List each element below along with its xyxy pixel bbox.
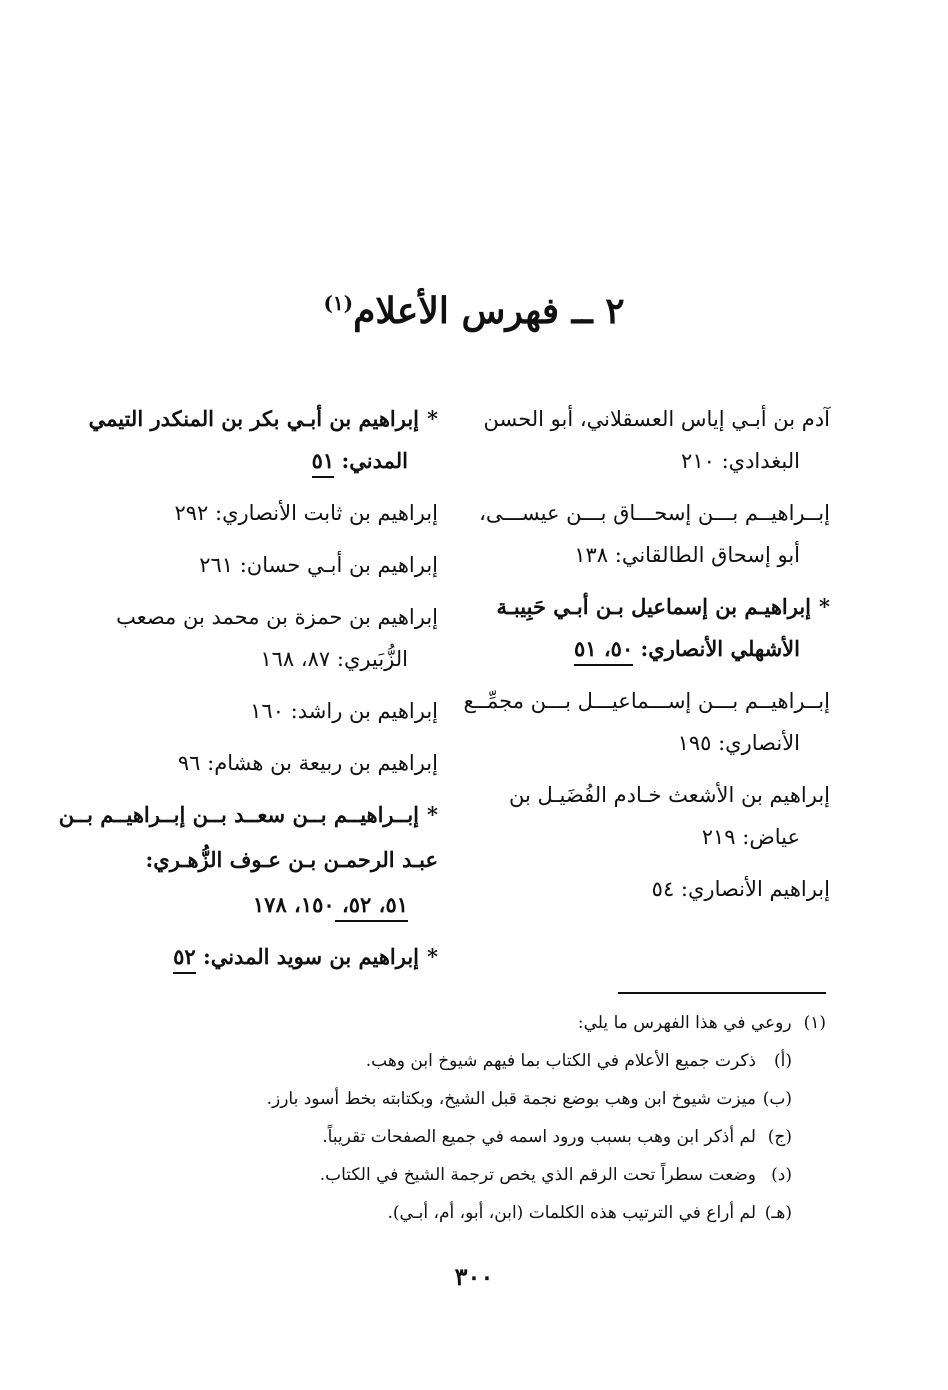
index-entry: [68, 492, 438, 534]
entry-name: إبراهيم بن راشد: ١٦٠: [250, 699, 438, 723]
entry-continuation: الزُّبَيري: ٨٧، ١٦٨: [260, 647, 408, 671]
index-entry-sheikh: [58, 794, 438, 926]
page-ref-underlined: ٥٢: [173, 944, 196, 974]
index-entry-sheikh: [460, 586, 830, 670]
page-ref: ٩٦: [177, 751, 201, 775]
entry-continuation: عياض: ٢١٩: [701, 825, 800, 849]
entry-refs: [68, 884, 438, 926]
page-ref: ١٣٨: [574, 543, 609, 567]
entry-name: إبــراهيــم بـــن إسحـــاق بـــن عيســـى،: [479, 501, 830, 525]
page-number: ٣٠٠: [454, 1262, 494, 1291]
entry-name: إبراهيم بن ثابت الأنصاري: ٢٩٢: [174, 501, 438, 525]
entry-continuation: المدني: ٥١: [68, 440, 438, 482]
page-ref: ١٥٠، ١٧٨: [252, 892, 335, 917]
footnote-item: (أ)ذكرت جميع الأعلام في الكتاب بما فيهم شيوخ ابن وهب.: [365, 1051, 792, 1071]
entry-name: إبراهيم بن حمزة بن محمد بن مصعب: [116, 605, 438, 629]
index-entry: [460, 868, 830, 910]
page-ref-underlined: ٥١، ٥٢،: [335, 892, 408, 922]
footnote-number: (١): [803, 1013, 826, 1033]
index-entry: [460, 774, 830, 858]
index-entry: [68, 742, 438, 784]
index-entry: [68, 690, 438, 732]
footnotes: [126, 1004, 826, 1232]
page-ref: ١٦٠: [250, 699, 284, 723]
entry-name: *إبراهيم بن سويد المدني: ٥٢: [68, 936, 438, 978]
page-title: [0, 286, 948, 336]
entry-name: *إبراهيم بن أبـي بكر بن المنكدر التيمي: [88, 406, 438, 431]
entry-name: *إبــراهيــم بــن سعــد بــن إبــراهيــم بــن: [58, 802, 438, 827]
entry-name: إبراهيم الأنصاري: ٥٤: [651, 877, 830, 901]
index-entry-sheikh: [68, 936, 438, 978]
footnote-item: (هـ)لم أراع في الترتيب هذه الكلمات (ابن، أبو، أم، أبـي).: [387, 1203, 792, 1223]
index-entry-sheikh: [68, 398, 438, 482]
star-marker-icon: *: [427, 944, 438, 969]
star-marker-icon: *: [819, 594, 830, 619]
page-ref: ٢١٩: [701, 825, 736, 849]
title-footnote-ref: (١): [323, 291, 354, 315]
entry-name: إبراهيم بن ربيعة بن هشام: ٩٦: [177, 751, 438, 775]
entry-name: إبراهيم بن أبـي حسان: ٢٦١: [199, 553, 438, 577]
index-entry: [460, 492, 830, 576]
index-entry: [68, 544, 438, 586]
entry-continuation: الأنصاري: ١٩٥: [677, 731, 800, 755]
entry-continuation: أبو إسحاق الطالقاني: ١٣٨: [574, 543, 800, 567]
entry-name: إبراهيم بن الأشعث خـادم الفُضَيـل بن: [508, 783, 830, 807]
footnote-intro: (١)روعي في هذا الفهرس ما يلي:: [577, 1013, 826, 1033]
title-text: ٢ ــ فهرس الأعلام: [353, 290, 625, 332]
entry-name: إبــراهيــم بـــن إســـماعيـــل بـــن مجمِّــع: [463, 689, 830, 713]
entry-name: *إبراهيـم بن إسماعيل بـن أبـي حَبِيبـة: [496, 594, 830, 619]
footnote-separator: [618, 992, 826, 994]
index-column-right: [460, 398, 830, 920]
entry-continuation: الأشهلي الأنصاري: ٥٠، ٥١: [460, 628, 830, 670]
page-ref: ٢٩٢: [174, 501, 209, 525]
index-column-left: [58, 398, 438, 988]
page-ref: ١٩٥: [677, 731, 712, 755]
footnote-item: (د)وضعت سطراً تحت الرقم الذي يخص ترجمة الشيخ في الكتاب.: [319, 1165, 792, 1185]
page-ref: ٥٤: [651, 877, 675, 901]
entry-continuation: البغدادي: ٢١٠: [681, 449, 800, 473]
page-ref: ٢٦١: [199, 553, 234, 577]
page-ref-underlined: ٥١: [312, 448, 335, 478]
index-entry: [68, 596, 438, 680]
page-ref: ٨٧، ١٦٨: [260, 647, 331, 671]
page-ref-underlined: ٥٠، ٥١: [574, 636, 633, 666]
star-marker-icon: *: [427, 802, 438, 827]
entry-name-continuation: عبـد الرحمـن بـن عـوف الزُّهـري:: [145, 847, 438, 872]
star-marker-icon: *: [427, 406, 438, 431]
page-ref: ٢١٠: [681, 449, 715, 473]
index-entry: [460, 398, 830, 482]
footnote-item: (ج)لم أذكر ابن وهب بسبب ورود اسمه في جميع الصفحات تقريباً.: [322, 1127, 792, 1147]
footnote-item: (ب)ميزت شيوخ ابن وهب بوضع نجمة قبل الشيخ، وبكتابته بخط أسود بارز.: [266, 1089, 792, 1109]
index-entry: [460, 680, 830, 764]
entry-name: آدم بن أبـي إياس العسقلاني، أبو الحسن: [483, 407, 830, 431]
